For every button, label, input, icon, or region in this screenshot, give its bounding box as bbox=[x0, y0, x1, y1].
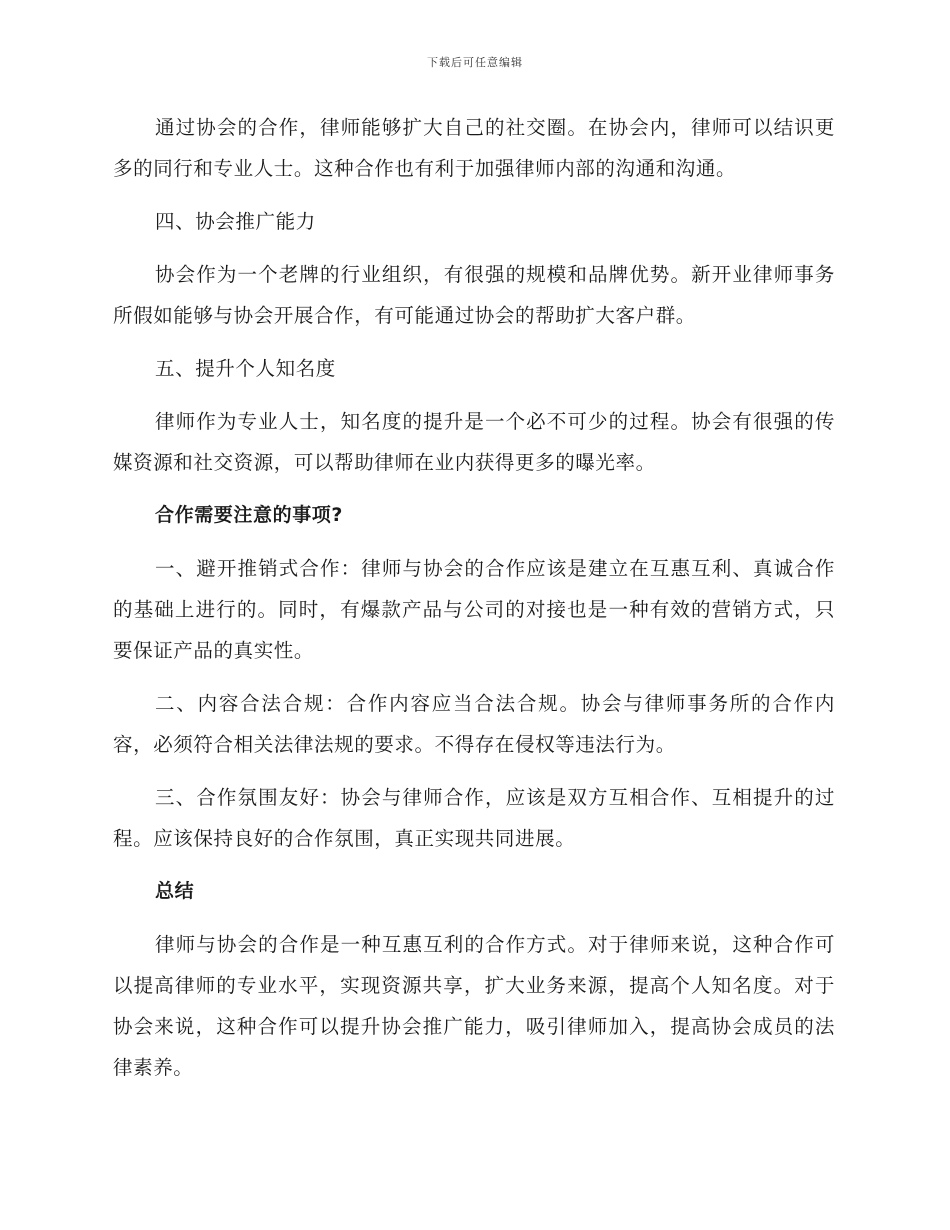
paragraph-note-2: 二、内容合法合规：合作内容应当合法合规。协会与律师事务所的合作内容，必须符合相关法律法规的要求。不得存在侵权等违法行为。 bbox=[113, 692, 835, 756]
paragraph-note-3: 三、合作氛围友好：协会与律师合作，应该是双方互相合作、互相提升的过程。应该保持良好的合作氛围，真正实现共同进展。 bbox=[113, 786, 835, 850]
paragraph-summary: 律师与协会的合作是一种互惠互利的合作方式。对于律师来说，这种合作可以提高律师的专业水平，实现资源共享，扩大业务来源，提高个人知名度。对于协会来说，这种合作可以提升协会推广能力，吸引律师加入，提高协会成员的法律素养。 bbox=[113, 933, 835, 1079]
section-heading-reputation: 五、提升个人知名度 bbox=[155, 357, 336, 380]
section-heading-summary: 总结 bbox=[155, 880, 195, 902]
document-body bbox=[113, 107, 835, 1100]
paragraph-promotion: 协会作为一个老牌的行业组织，有很强的规模和品牌优势。新开业律师事务所假如能够与协会开展合作，有可能通过协会的帮助扩大客户群。 bbox=[113, 263, 835, 327]
paragraph-note-1: 一、避开推销式合作：律师与协会的合作应该是建立在互惠互利、真诚合作的基础上进行的。同时，有爆款产品与公司的对接也是一种有效的营销方式，只要保证产品的真实性。 bbox=[113, 557, 835, 662]
page-header: 下载后可任意编辑 bbox=[427, 56, 523, 69]
paragraph-social-circle: 通过协会的合作，律师能够扩大自己的社交圈。在协会内，律师可以结识更多的同行和专业人士。这种合作也有利于加强律师内部的沟通和沟通。 bbox=[113, 116, 835, 180]
paragraph-reputation: 律师作为专业人士，知名度的提升是一个必不可少的过程。协会有很强的传媒资源和社交资源，可以帮助律师在业内获得更多的曝光率。 bbox=[113, 410, 835, 474]
section-heading-promotion: 四、协会推广能力 bbox=[155, 210, 316, 233]
section-heading-notes: 合作需要注意的事项? bbox=[155, 504, 344, 526]
